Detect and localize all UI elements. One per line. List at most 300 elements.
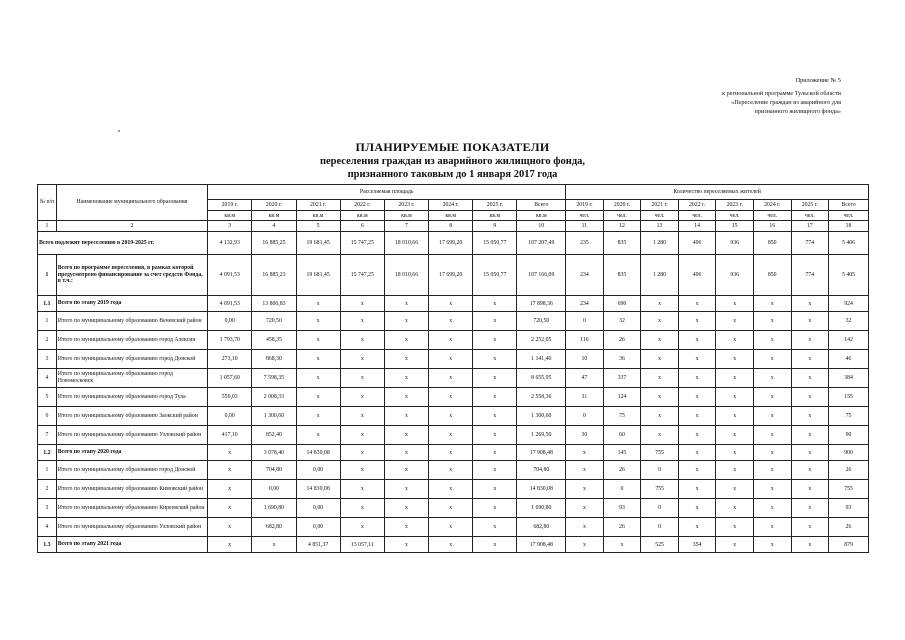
header-index-1: 1 — [38, 221, 57, 232]
row-value: 496 — [678, 232, 716, 255]
row-value: х — [384, 331, 428, 350]
row-value: 879 — [829, 537, 869, 553]
header-year-9: 2019 г. — [566, 200, 604, 211]
row-value: 14 830,08 — [296, 480, 340, 499]
header-year-2: 2020 г. — [252, 200, 296, 211]
row-value: 720,50 — [517, 312, 566, 331]
row-name: Итого по муниципальному образованию город Донской — [56, 461, 207, 480]
row-value: х — [641, 388, 679, 407]
row-value: х — [791, 537, 829, 553]
row-value: 1 300,60 — [252, 407, 296, 426]
row-name: Итого по муниципальному образованию город Новомосковск — [56, 369, 207, 388]
row-value: х — [208, 537, 252, 553]
row-value: х — [340, 461, 384, 480]
row-value: х — [429, 426, 473, 445]
row-value: х — [566, 445, 604, 461]
row-value: 26 — [829, 518, 869, 537]
header-index-7: 7 — [384, 221, 428, 232]
row-value: 15 050,77 — [473, 255, 517, 296]
row-value: х — [791, 480, 829, 499]
header-unit-10: чел. — [603, 211, 641, 221]
row-value: х — [566, 461, 604, 480]
header-unit-6: кв.м — [429, 211, 473, 221]
row-number: 2 — [38, 480, 57, 499]
header-index-6: 6 — [340, 221, 384, 232]
row-value: 1 690,80 — [252, 499, 296, 518]
row-value: 16 885,25 — [252, 232, 296, 255]
row-value: 924 — [829, 296, 869, 312]
row-value: 417,10 — [208, 426, 252, 445]
row-value: 17 908,48 — [517, 537, 566, 553]
row-value: 26 — [829, 461, 869, 480]
row-value: х — [641, 369, 679, 388]
header-unit-8: кв.м — [517, 211, 566, 221]
row-value: 850 — [753, 232, 791, 255]
table-row — [38, 388, 869, 407]
row-value: х — [384, 537, 428, 553]
row-value: х — [384, 461, 428, 480]
row-value: 0 — [566, 312, 604, 331]
row-value: 26 — [603, 518, 641, 537]
row-value: х — [252, 537, 296, 553]
indicators-table — [37, 184, 869, 553]
row-value: х — [791, 445, 829, 461]
row-number: 4 — [38, 518, 57, 537]
row-value: х — [473, 499, 517, 518]
annex-line-3: признанного жилищного фонда» — [754, 108, 841, 115]
row-value: х — [678, 331, 716, 350]
header-unit-7: кв.м — [473, 211, 517, 221]
row-value: 19 681,45 — [296, 232, 340, 255]
row-name: Всего подлежит переселению в 2019-2025 гг. — [38, 232, 208, 255]
header-year-11: 2021 г. — [641, 200, 679, 211]
row-value: х — [753, 499, 791, 518]
title-sub-2: признанного таковым до 1 января 2017 года — [347, 169, 558, 180]
table-row — [38, 445, 869, 461]
row-name: Итого по муниципальному образованию Веневский район — [56, 312, 207, 331]
row-value: х — [566, 480, 604, 499]
row-value: х — [641, 426, 679, 445]
row-value: х — [340, 369, 384, 388]
row-value: 682,80 — [252, 518, 296, 537]
row-value: х — [429, 461, 473, 480]
row-value: 704,80 — [517, 461, 566, 480]
row-value: 15 747,25 — [340, 232, 384, 255]
row-name: Итого по муниципальному образованию Заокский район — [56, 407, 207, 426]
row-value: х — [678, 407, 716, 426]
row-value: х — [678, 296, 716, 312]
row-value: 1 280 — [641, 232, 679, 255]
row-value: х — [641, 312, 679, 331]
row-value: 0,00 — [208, 407, 252, 426]
header-people-group: Количество переселяемых жителей — [566, 185, 869, 200]
row-value: х — [753, 537, 791, 553]
row-value: 3 078,40 — [252, 445, 296, 461]
row-value: х — [384, 499, 428, 518]
row-value: 2 252,05 — [517, 331, 566, 350]
row-value: 32 — [603, 312, 641, 331]
row-name: Итого по муниципальному образованию Узловский район — [56, 426, 207, 445]
row-value: х — [641, 350, 679, 369]
header-index-16: 16 — [753, 221, 791, 232]
row-value: 550,03 — [208, 388, 252, 407]
row-name: Итого по муниципальному образованию город Алексин — [56, 331, 207, 350]
row-value: х — [429, 331, 473, 350]
row-value: 868,30 — [252, 350, 296, 369]
row-value: х — [473, 518, 517, 537]
row-number: 1 — [38, 461, 57, 480]
row-name: Всего по этапу 2019 года — [56, 296, 207, 312]
row-value: 0,00 — [208, 312, 252, 331]
row-number: 1.2 — [38, 445, 57, 461]
row-value: х — [791, 518, 829, 537]
row-value: 4 851,37 — [296, 537, 340, 553]
header-index-11: 11 — [566, 221, 604, 232]
header-name: Наименование муниципального образования — [56, 185, 207, 221]
row-value: х — [384, 388, 428, 407]
row-value: 10 — [566, 350, 604, 369]
table-row — [38, 518, 869, 537]
row-value: х — [678, 388, 716, 407]
row-value: х — [429, 312, 473, 331]
row-value: х — [473, 480, 517, 499]
row-number: 2 — [38, 331, 57, 350]
row-value: х — [716, 407, 754, 426]
row-value: х — [208, 480, 252, 499]
table-row — [38, 407, 869, 426]
header-unit-14: чел. — [753, 211, 791, 221]
header-index-15: 15 — [716, 221, 754, 232]
row-value: х — [678, 480, 716, 499]
header-unit-15: чел. — [791, 211, 829, 221]
row-value: 142 — [829, 331, 869, 350]
row-value: х — [340, 445, 384, 461]
header-unit-13: чел. — [716, 211, 754, 221]
row-value: 936 — [716, 232, 754, 255]
row-value: х — [716, 499, 754, 518]
row-value: 690 — [603, 296, 641, 312]
annex-line-2: «Переселение граждан из аварийного для — [731, 99, 841, 106]
header-year-8: Всего — [517, 200, 566, 211]
row-value: х — [473, 426, 517, 445]
header-year-4: 2022 г. — [340, 200, 384, 211]
row-value: х — [678, 461, 716, 480]
row-value: х — [208, 499, 252, 518]
row-name: Итого по муниципальному образованию Кимовский район — [56, 480, 207, 499]
row-value: 15 747,25 — [340, 255, 384, 296]
row-name: Итого по муниципальному образованию город Тула — [56, 388, 207, 407]
table-row — [38, 480, 869, 499]
table-row — [38, 426, 869, 445]
row-value: х — [340, 426, 384, 445]
row-value: х — [208, 518, 252, 537]
table-row — [38, 296, 869, 312]
header-unit-4: кв.м — [340, 211, 384, 221]
row-value: 5 405 — [829, 255, 869, 296]
row-value: 30 — [566, 426, 604, 445]
table-header — [38, 185, 869, 232]
row-value: 75 — [603, 407, 641, 426]
row-value: х — [678, 518, 716, 537]
row-value: 116 — [566, 331, 604, 350]
row-value: х — [566, 499, 604, 518]
row-name: Всего по этапу 2021 года — [56, 537, 207, 553]
row-value: х — [473, 369, 517, 388]
row-name: Итого по муниципальному образованию Узловский район — [56, 518, 207, 537]
row-value: х — [678, 445, 716, 461]
row-value: 8 655,95 — [517, 369, 566, 388]
row-value: 15 050,77 — [473, 232, 517, 255]
header-area-group: Расселяемая площадь — [208, 185, 566, 200]
row-value: х — [208, 461, 252, 480]
header-year-15: 2025 г. — [791, 200, 829, 211]
row-value: х — [566, 518, 604, 537]
row-value: х — [296, 350, 340, 369]
scan-speck — [118, 130, 120, 132]
row-number: 6 — [38, 407, 57, 426]
row-value: х — [384, 407, 428, 426]
row-value: 525 — [641, 537, 679, 553]
row-value: 1 057,60 — [208, 369, 252, 388]
row-value: х — [753, 518, 791, 537]
row-value: х — [384, 518, 428, 537]
row-value: х — [566, 537, 604, 553]
row-value: х — [429, 388, 473, 407]
row-value: 1 280 — [641, 255, 679, 296]
row-value: х — [296, 388, 340, 407]
row-value: х — [340, 388, 384, 407]
row-value: х — [473, 445, 517, 461]
row-value: х — [429, 407, 473, 426]
row-value: 0 — [641, 499, 679, 518]
header-index-10: 10 — [517, 221, 566, 232]
row-value: 18 010,66 — [384, 255, 428, 296]
header-year-7: 2025 г. — [473, 200, 517, 211]
row-value: х — [340, 312, 384, 331]
header-index-18: 18 — [829, 221, 869, 232]
row-value: х — [473, 407, 517, 426]
row-value: х — [384, 426, 428, 445]
row-value: 0,00 — [296, 518, 340, 537]
row-name: Всего по программе переселения, в рамках которой предусмотрено финансирование за счет средств Фонда, в т.ч.: — [56, 255, 207, 296]
row-value: 755 — [641, 445, 679, 461]
row-value: х — [753, 407, 791, 426]
row-value: х — [716, 388, 754, 407]
row-value: х — [753, 312, 791, 331]
row-value: 7 598,35 — [252, 369, 296, 388]
header-index-5: 5 — [296, 221, 340, 232]
document-title — [0, 140, 905, 181]
row-value: 1 141,40 — [517, 350, 566, 369]
row-value: х — [791, 296, 829, 312]
row-value: х — [296, 312, 340, 331]
row-value: х — [473, 388, 517, 407]
table-row — [38, 369, 869, 388]
row-value: х — [473, 331, 517, 350]
row-value: х — [716, 518, 754, 537]
row-value: 0,00 — [252, 480, 296, 499]
row-name: Всего по этапу 2020 года — [56, 445, 207, 461]
row-value: х — [384, 369, 428, 388]
header-year-6: 2024 г. — [429, 200, 473, 211]
row-value: 75 — [829, 407, 869, 426]
header-index-14: 14 — [678, 221, 716, 232]
row-value: 124 — [603, 388, 641, 407]
row-value: 17 699,20 — [429, 255, 473, 296]
header-index-13: 13 — [641, 221, 679, 232]
row-value: х — [716, 426, 754, 445]
header-index-4: 4 — [252, 221, 296, 232]
row-value: х — [716, 480, 754, 499]
row-value: 458,35 — [252, 331, 296, 350]
row-value: х — [429, 518, 473, 537]
table-row — [38, 331, 869, 350]
header-unit-1: кв.м — [208, 211, 252, 221]
row-value: 936 — [716, 255, 754, 296]
row-value: х — [340, 296, 384, 312]
row-value: х — [473, 350, 517, 369]
table-row — [38, 461, 869, 480]
row-value: 1 269,50 — [517, 426, 566, 445]
row-value: х — [340, 331, 384, 350]
row-value: 145 — [603, 445, 641, 461]
row-value: 755 — [829, 480, 869, 499]
row-value: х — [473, 461, 517, 480]
row-value: х — [791, 461, 829, 480]
header-index-8: 8 — [429, 221, 473, 232]
row-value: х — [678, 312, 716, 331]
row-value: х — [296, 369, 340, 388]
row-value: х — [641, 331, 679, 350]
row-value: 273,10 — [208, 350, 252, 369]
row-value: 90 — [829, 426, 869, 445]
row-value: х — [340, 350, 384, 369]
row-value: х — [716, 369, 754, 388]
header-year-16: Всего — [829, 200, 869, 211]
table-body — [38, 232, 869, 553]
row-number: 5 — [38, 388, 57, 407]
row-value: 354 — [678, 537, 716, 553]
row-value: 19 681,45 — [296, 255, 340, 296]
header-index-17: 17 — [791, 221, 829, 232]
row-value: 14 830,08 — [517, 480, 566, 499]
row-value: 2 008,33 — [252, 388, 296, 407]
row-value: 0,00 — [296, 461, 340, 480]
row-value: 4 132,93 — [208, 232, 252, 255]
row-value: 774 — [791, 232, 829, 255]
row-value: 1 690,80 — [517, 499, 566, 518]
row-value: 337 — [603, 369, 641, 388]
row-value: 850 — [753, 255, 791, 296]
row-value: х — [716, 312, 754, 331]
row-value: х — [384, 480, 428, 499]
row-value: 17 908,48 — [517, 445, 566, 461]
header-year-10: 2020 г. — [603, 200, 641, 211]
row-number: 4 — [38, 369, 57, 388]
title-main: ПЛАНИРУЕМЫЕ ПОКАЗАТЕЛИ — [355, 140, 550, 154]
row-value: х — [340, 499, 384, 518]
header-year-12: 2022 г. — [678, 200, 716, 211]
row-value: х — [296, 296, 340, 312]
annex-number: Приложение № 5 — [795, 77, 841, 84]
row-value: х — [716, 350, 754, 369]
row-value: х — [384, 296, 428, 312]
header-num: № п/п — [38, 185, 57, 221]
header-unit-12: чел. — [678, 211, 716, 221]
row-value: х — [791, 388, 829, 407]
row-value: 234 — [566, 255, 604, 296]
header-index-9: 9 — [473, 221, 517, 232]
row-value: х — [473, 312, 517, 331]
row-value: х — [473, 296, 517, 312]
title-sub-1: переселения граждан из аварийного жилищного фонда, — [319, 156, 586, 167]
row-value: 0 — [566, 407, 604, 426]
row-value: х — [678, 426, 716, 445]
row-value: х — [716, 331, 754, 350]
table-row — [38, 537, 869, 553]
row-value: х — [641, 296, 679, 312]
row-value: х — [384, 312, 428, 331]
header-unit-3: кв.м — [296, 211, 340, 221]
row-value: 155 — [829, 388, 869, 407]
row-value: 47 — [566, 369, 604, 388]
row-number: 7 — [38, 426, 57, 445]
row-value: х — [429, 499, 473, 518]
header-year-14: 2024 г. — [753, 200, 791, 211]
row-value: х — [473, 537, 517, 553]
header-year-1: 2019 г. — [208, 200, 252, 211]
row-value: 0 — [603, 480, 641, 499]
row-value: 852,40 — [252, 426, 296, 445]
row-value: 32 — [829, 312, 869, 331]
row-value: 682,80 — [517, 518, 566, 537]
row-value: 704,80 — [252, 461, 296, 480]
row-value: 0 — [641, 518, 679, 537]
row-value: 1 793,70 — [208, 331, 252, 350]
row-value: х — [429, 480, 473, 499]
header-index-row — [38, 221, 869, 232]
row-value: х — [603, 537, 641, 553]
row-value: х — [296, 407, 340, 426]
row-number: 1.3 — [38, 537, 57, 553]
header-unit-2: кв.м — [252, 211, 296, 221]
row-value: 234 — [566, 296, 604, 312]
row-value: х — [753, 350, 791, 369]
row-value: х — [641, 407, 679, 426]
row-value: 31 — [566, 388, 604, 407]
header-index-2: 2 — [56, 221, 207, 232]
row-value: 107 166,09 — [517, 255, 566, 296]
row-value: х — [340, 518, 384, 537]
row-value: 0 — [641, 461, 679, 480]
row-value: х — [678, 499, 716, 518]
row-number: 3 — [38, 499, 57, 518]
row-value: х — [791, 426, 829, 445]
row-value: 107 207,49 — [517, 232, 566, 255]
row-value: 774 — [791, 255, 829, 296]
row-value: х — [384, 445, 428, 461]
row-value: х — [340, 407, 384, 426]
row-value: 235 — [566, 232, 604, 255]
header-unit-5: кв.м — [384, 211, 428, 221]
row-value: х — [678, 350, 716, 369]
row-value: х — [429, 445, 473, 461]
header-year-5: 2023 г. — [384, 200, 428, 211]
row-value: х — [296, 331, 340, 350]
table-row — [38, 499, 869, 518]
row-value: 755 — [641, 480, 679, 499]
row-value: х — [753, 369, 791, 388]
